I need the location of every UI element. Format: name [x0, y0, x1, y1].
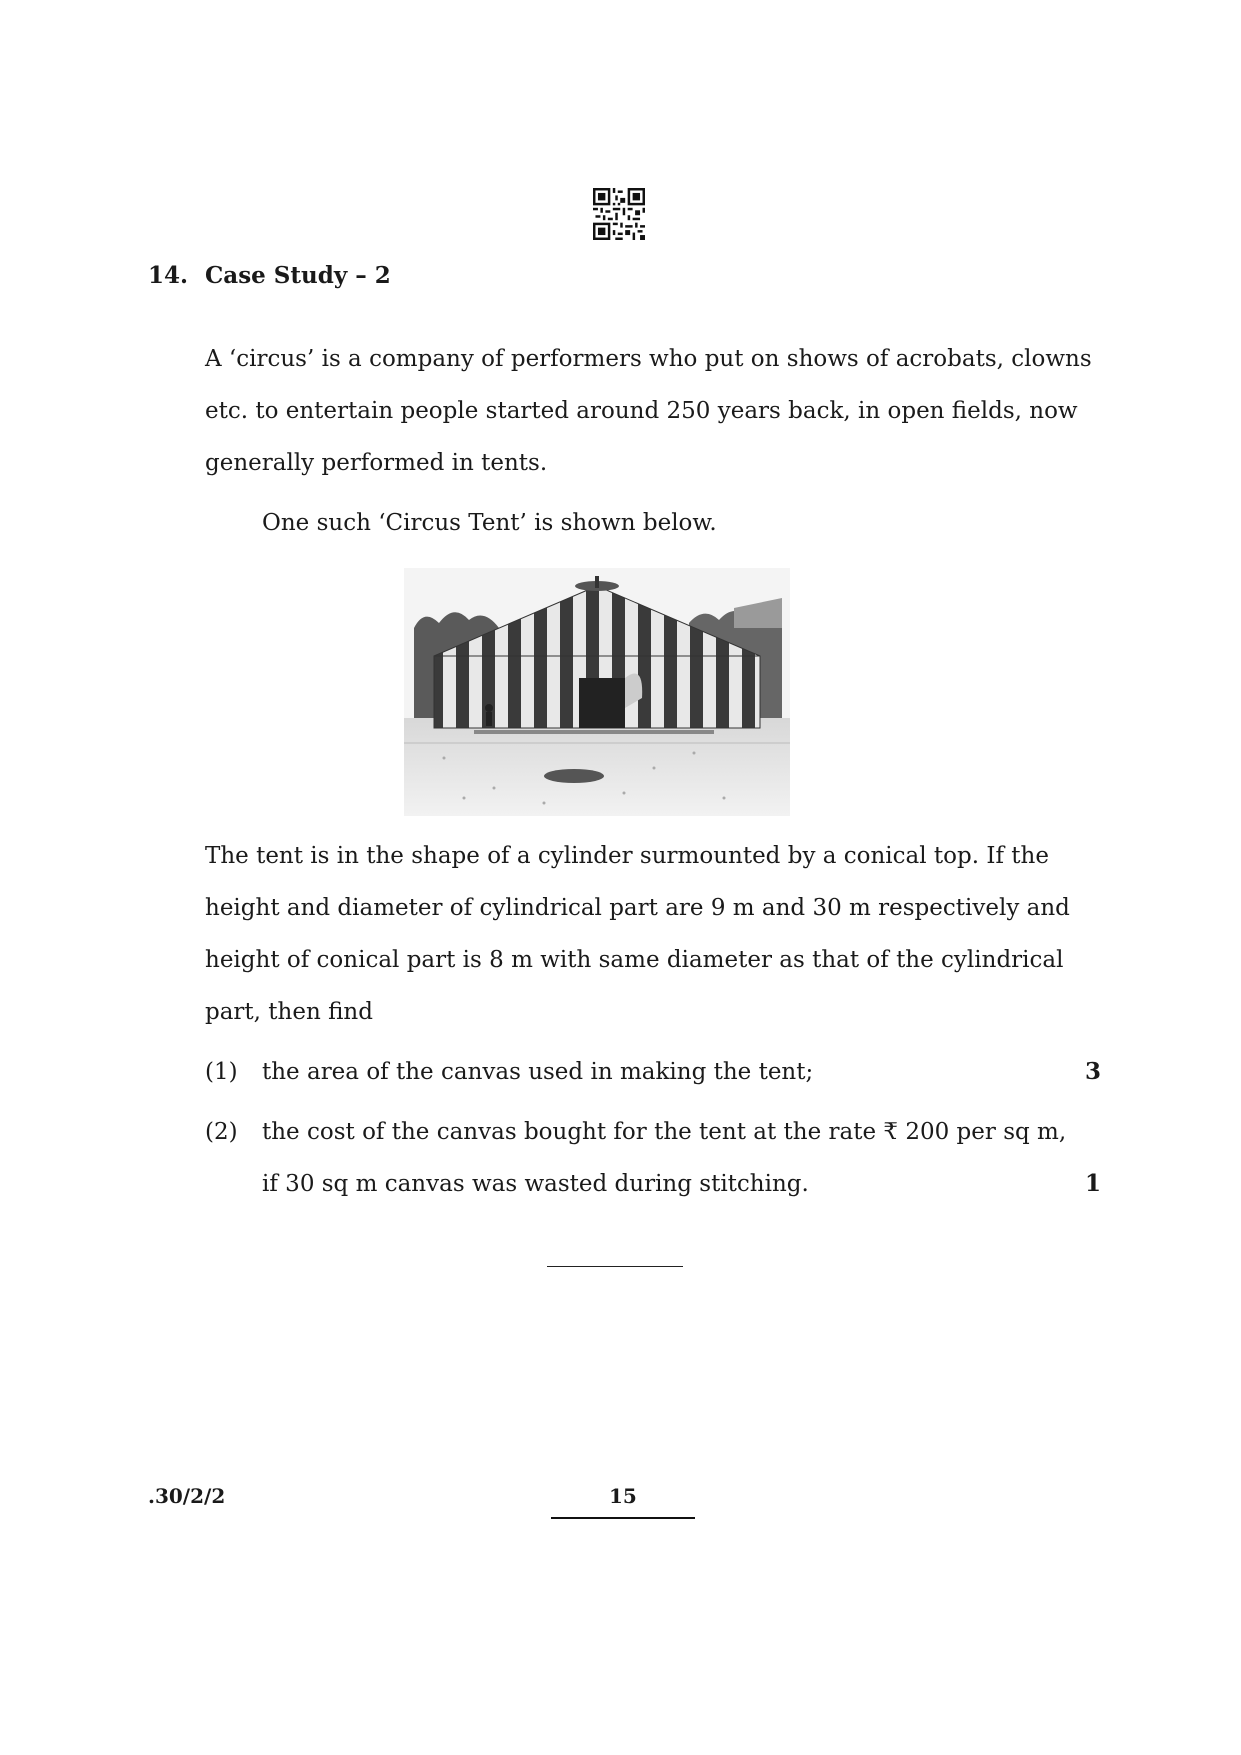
description-line: height of conical part is 8 m with same diameter as that of the cylindrical — [205, 947, 1064, 973]
page-number: 15 — [609, 1484, 637, 1508]
shown-below-line: One such ‘Circus Tent’ is shown below. — [262, 510, 717, 536]
question-number: 14. — [148, 262, 189, 289]
part-label: (1) — [205, 1059, 238, 1085]
part-text: the area of the canvas used in making the tent; — [262, 1059, 814, 1085]
question-title: Case Study – 2 — [205, 262, 391, 289]
intro-line: A ‘circus’ is a company of performers who put on shows of acrobats, clowns — [205, 346, 1092, 372]
intro-line: generally performed in tents. — [205, 450, 548, 476]
paper-code: .30/2/2 — [148, 1484, 226, 1508]
page-number-underline — [551, 1517, 695, 1519]
description-line: The tent is in the shape of a cylinder surmounted by a conical top. If the — [205, 843, 1049, 869]
part-text: if 30 sq m canvas was wasted during stitching. — [262, 1171, 809, 1197]
part-marks: 3 — [1085, 1058, 1102, 1085]
part-label: (2) — [205, 1119, 238, 1145]
description-line: height and diameter of cylindrical part are 9 m and 30 m respectively and — [205, 895, 1070, 921]
circus-tent-photo — [404, 568, 790, 816]
intro-line: etc. to entertain people started around 250 years back, in open fields, now — [205, 398, 1078, 424]
qr-code-icon — [593, 188, 645, 240]
section-divider — [547, 1266, 683, 1267]
part-marks: 1 — [1085, 1170, 1102, 1197]
description-line: part, then find — [205, 999, 373, 1025]
part-text: the cost of the canvas bought for the tent at the rate ₹ 200 per sq m, — [262, 1119, 1067, 1145]
